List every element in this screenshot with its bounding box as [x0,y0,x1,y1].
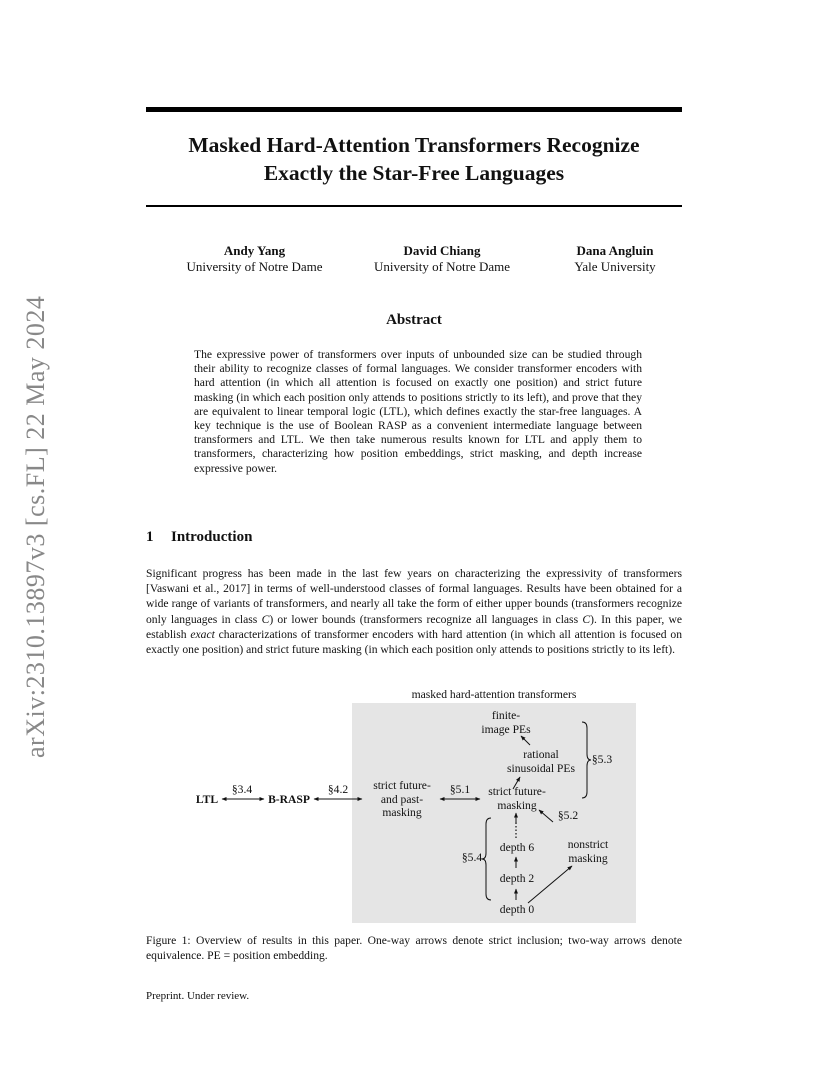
author-affiliation: University of Notre Dame [373,259,511,274]
label-s51: §5.1 [449,783,471,796]
abstract-heading: Abstract [386,312,442,328]
node-strict-future-past-masking [362,779,442,820]
node-text: masking [497,798,537,812]
label-s42: §4.2 [327,783,349,796]
figure-box-label: masked hard-attention transformers [411,688,577,701]
node-depth-0: depth 0 [499,903,535,916]
section-title: Introduction [171,529,253,545]
node-strict-future-masking [476,785,558,812]
node-text: sinusoidal PEs [507,761,575,775]
intro-emphasis: exact [190,627,215,641]
abstract-body: The expressive power of transformers over inputs of unbounded size can be studied through their ability to recognize classes of formal languages. We consider transformer encoders with hard attention (in which all attention is focused on exactly one position) and strict future masking (in which each position only attends to positions strictly to its left), and prove that they are equivalent to linear temporal logic (LTL), which defines exactly the star-free languages. A key technique is the use of Boolean RASP as a convenient intermediate language between transformers and LTL. We then take numerous results known for LTL and apply them to transformers, characterizing how position embeddings, strict masking, and depth increase expressive power. [194,348,642,475]
node-depth-2: depth 2 [499,872,535,885]
label-s34: §3.4 [231,783,253,796]
intro-text-2: ) or lower bounds (transformers recognize all languages in class [269,612,583,626]
label-s52: §5.2 [557,809,579,822]
node-text: image PEs [481,722,531,736]
node-text: strict future- [488,785,546,798]
node-nonstrict-masking [560,838,616,865]
intro-text-3: ). In this paper, we establish [146,612,683,641]
node-rational-sinusoidal-pes [500,748,582,775]
title-line-1: Masked Hard-Attention Transformers Recognize [188,133,640,157]
section-number: 1 [146,529,154,545]
intro-class-c: C [582,612,591,626]
node-text: masking [382,806,422,819]
node-finite-image-pes [476,709,536,736]
author-affiliation: Yale University [574,259,656,274]
node-depth-6: depth 6 [499,841,535,854]
intro-text-1: Significant progress has been made in the last few years on characterizing the expressivity of transformers [Vaswani et al., 2017] in terms of well-understood classes of formal languages. Results have been obtained for a wide range of variants of transformers, and nearly all take the form of either upper bounds (transformers recognize only languages in class [146,567,682,626]
author-name: Dana Angluin [576,243,654,258]
node-brasp: B-RASP [268,793,310,806]
label-s54: §5.4 [461,851,483,864]
node-text: nonstrict [567,838,609,851]
label-s53: §5.3 [591,753,613,766]
intro-class-c: C [261,612,270,626]
author-name: David Chiang [403,243,481,258]
node-text: rational [523,748,559,761]
author-affiliation: University of Notre Dame [186,259,323,274]
node-text: and past- [380,792,424,806]
intro-text-4: characterizations of transformer encoders with hard attention (in which all attention is focused on exactly one position) and strict future masking (in which each position only attends to positions strictly to its left). [146,627,682,657]
footer-note: Preprint. Under review. [146,990,250,1002]
node-text: finite- [491,709,521,722]
arrow-rational-finite [521,736,530,745]
figure-caption: Figure 1: Overview of results in this paper. One-way arrows denote strict inclusion; two-way arrows denote equivalence. PE = position embedding. [146,934,682,963]
title-line-2: Exactly the Star-Free Languages [263,161,565,185]
node-text: masking [568,851,608,865]
author-name: Andy Yang [223,243,286,258]
arxiv-stamp: arXiv:2310.13897v3 [cs.FL] 22 May 2024 [21,295,50,758]
node-text: strict future- [373,779,431,792]
node-ltl: LTL [195,793,219,806]
